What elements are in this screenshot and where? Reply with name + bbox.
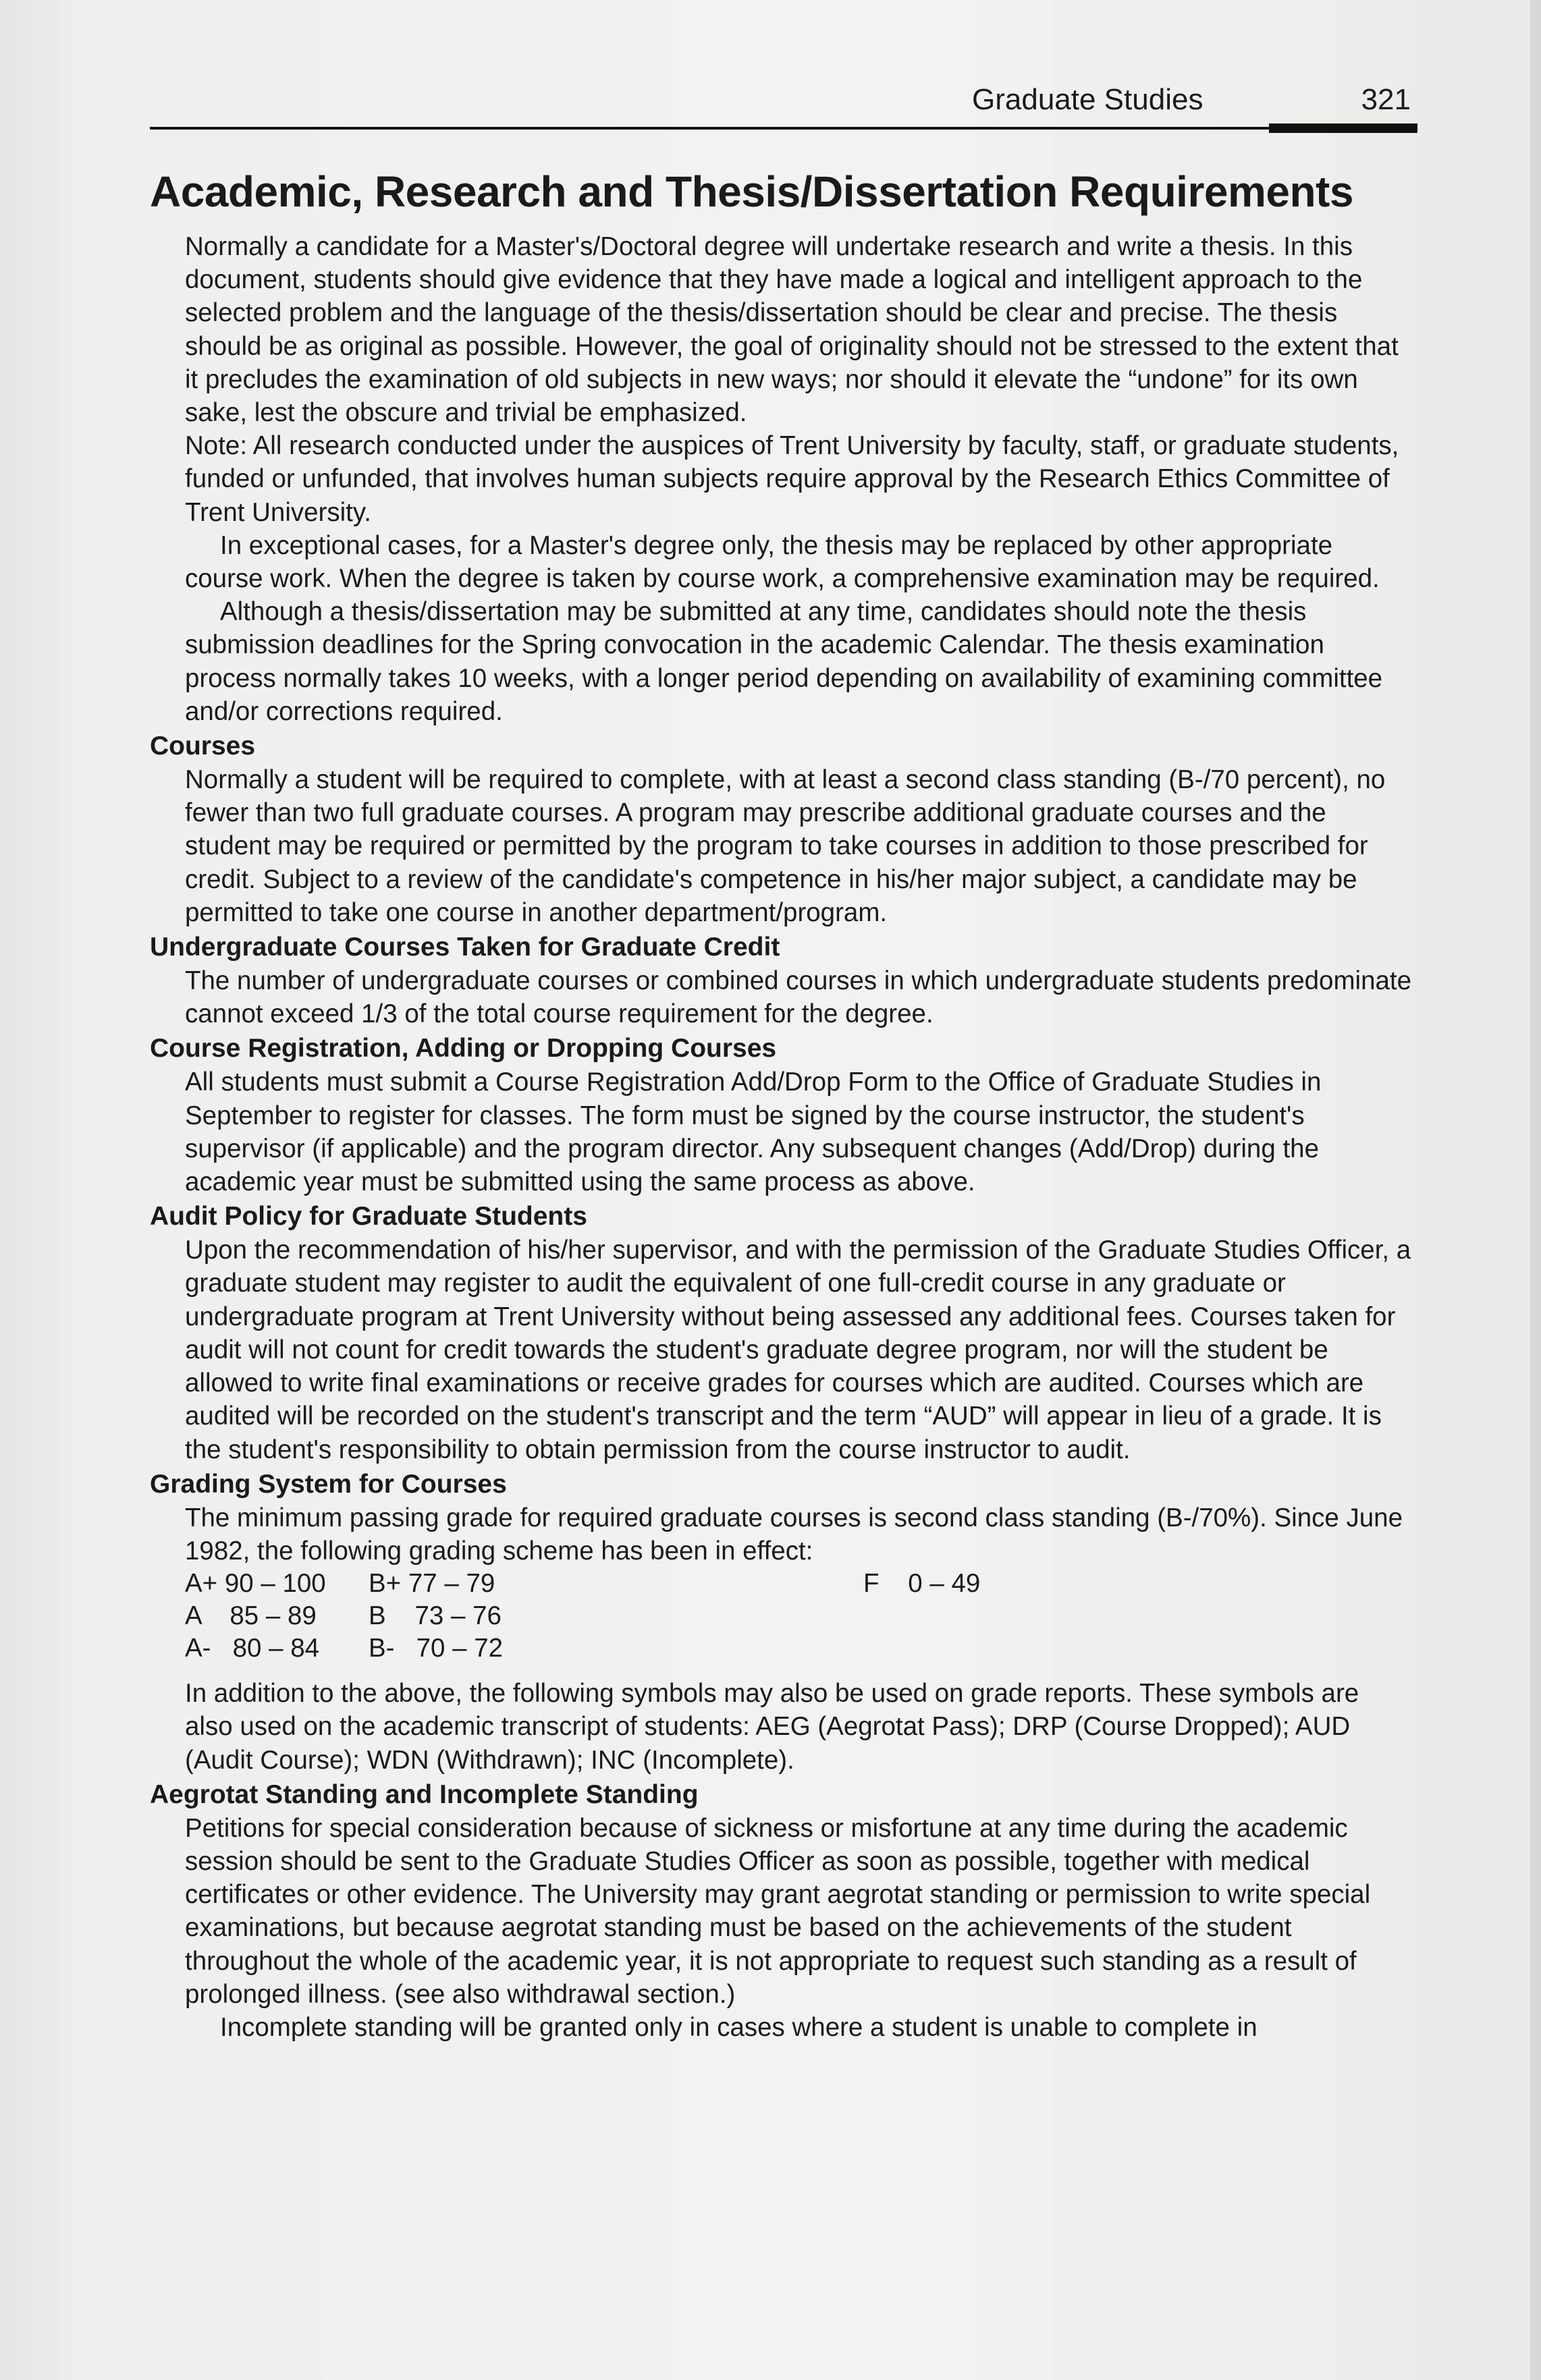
grade-cell: B+ 77 – 79 xyxy=(369,1569,495,1599)
intro-paragraph: Normally a candidate for a Master's/Doctoral degree will undertake research and write a thesis. In this document, students should give evidence that they have made a logical and intelligent approach to the selected problem and the language of the thesis/dissertation should be clear and precise. The thesis should be as original as possible. However, the goal of originality should not be stressed to the extent that it precludes the examination of old subjects in new ways; nor should it elevate the “undone” for its own sake, lest the obscure and trivial be emphasized. xyxy=(185,232,1399,428)
section-text: Upon the recommendation of his/her supervisor, and with the permission of the Graduate Studies Officer, a graduate student may register to audit the equivalent of one full-credit course in any graduate or undergraduate program at Trent University without being assessed any additional fees. Courses taken for audit will not count for credit towards the student's graduate degree program, nor will the student be allowed to write final examinations or receive grades for courses which are audited. Courses which are audited will be recorded on the student's transcript and the term “AUD” will appear in lieu of a grade. It is the student's responsibility to obtain permission from the course instructor to audit. xyxy=(185,1236,1411,1464)
grade-row xyxy=(185,1600,1412,1632)
section-heading-audit: Audit Policy for Graduate Students xyxy=(150,1202,587,1231)
header-rule-accent xyxy=(1269,123,1417,133)
section-courses xyxy=(185,763,1412,929)
grade-cell: A- 80 – 84 xyxy=(185,1634,320,1663)
section-text: In addition to the above, the following symbols may also be used on grade reports. These symbols are also used on the academic transcript of students: AEG (Aegrotat Pass); DRP (Course Dropped); AUD (Audit Course); WDN (Withdrawn); INC (Incomplete). xyxy=(185,1679,1359,1775)
section-heading-courses: Courses xyxy=(150,731,256,761)
page-edge-shadow xyxy=(1530,0,1541,2380)
note-paragraph: Note: All research conducted under the auspices of Trent University by faculty, staff, or graduate students, funded or unfunded, that involves human subjects require approval by the Research Ethics Committee of Trent University. xyxy=(185,431,1399,527)
section-text: The number of undergraduate courses or combined courses in which undergraduate students predominate cannot exceed 1/3 of the total course requirement for the degree. xyxy=(185,966,1412,1029)
intro-paragraph: Although a thesis/dissertation may be submitted at any time, candidates should note the thesis submission deadlines for the Spring convocation in the academic Calendar. The thesis examination process normally takes 10 weeks, with a longer period depending on availability of examining committee and/or corrections required. xyxy=(185,597,1383,726)
intro-paragraph: In exceptional cases, for a Master's degree only, the thesis may be replaced by other appropriate course work. When the degree is taken by course work, a comprehensive examination may be required. xyxy=(185,530,1380,594)
grade-cell: A 85 – 89 xyxy=(185,1601,317,1631)
section-heading-undergrad: Undergraduate Courses Taken for Graduate Credit xyxy=(150,933,780,962)
section-undergrad xyxy=(185,964,1412,1030)
section-heading-registration: Course Registration, Adding or Dropping Courses xyxy=(150,1034,777,1063)
page-number: 321 xyxy=(1361,83,1411,116)
grading-symbols xyxy=(185,1677,1412,1777)
page-title: Academic, Research and Thesis/Dissertation Requirements xyxy=(150,167,1353,216)
section-registration xyxy=(185,1066,1412,1198)
grade-cell: B- 70 – 72 xyxy=(369,1634,504,1663)
section-heading-grading: Grading System for Courses xyxy=(150,1469,507,1499)
grade-cell: B 73 – 76 xyxy=(369,1601,502,1631)
main-content xyxy=(150,165,1412,2044)
running-head xyxy=(972,80,1411,120)
section-text: Petitions for special consideration because of sickness or misfortune at any time during the academic session should be sent to the Graduate Studies Officer as soon as possible, together with medical certificates or other evidence. The University may grant aegrotat standing or permission to write special examinations, but because aegrotat standing must be based on the achievements of the student throughout the whole of the academic year, it is not appropriate to request such standing as a result of prolonged illness. (see also withdrawal section.) xyxy=(185,1813,1371,2009)
section-audit xyxy=(185,1234,1412,1466)
section-heading-aegrotat: Aegrotat Standing and Incomplete Standing xyxy=(150,1779,699,1809)
grade-row xyxy=(185,1632,1412,1665)
section-text: Normally a student will be required to complete, with at least a second class standing (B-/70 percent), no fewer than two full graduate courses. A program may prescribe additional graduate courses and the student may be required or permitted by the program to take courses in addition to those prescribed for credit. Subject to a review of the candidate's competence in his/her major subject, a candidate may be permitted to take one course in another department/program. xyxy=(185,765,1386,927)
grade-row xyxy=(185,1568,1412,1600)
header-rule xyxy=(150,127,1417,130)
grade-cell: F 0 – 49 xyxy=(863,1569,981,1599)
section-text: Incomplete standing will be granted only in cases where a student is unable to complete in xyxy=(220,2012,1258,2042)
section-text: The minimum passing grade for required graduate courses is second class standing (B-/70%). Since June 1982, the following grading scheme has been in effect: xyxy=(185,1503,1403,1566)
running-head-section: Graduate Studies xyxy=(972,83,1204,116)
section-grading xyxy=(185,1501,1412,1568)
section-text: All students must submit a Course Registration Add/Drop Form to the Office of Graduate Studies in September to register for classes. The form must be signed by the course instructor, the student's supervisor (if applicable) and the program director. Any subsequent changes (Add/Drop) during the academic year must be submitted using the same process as above. xyxy=(185,1068,1322,1197)
grade-cell: A+ 90 – 100 xyxy=(185,1569,326,1599)
section-aegrotat xyxy=(185,1812,1412,2044)
grading-scheme-table xyxy=(185,1568,1412,1665)
intro-block xyxy=(185,230,1412,728)
